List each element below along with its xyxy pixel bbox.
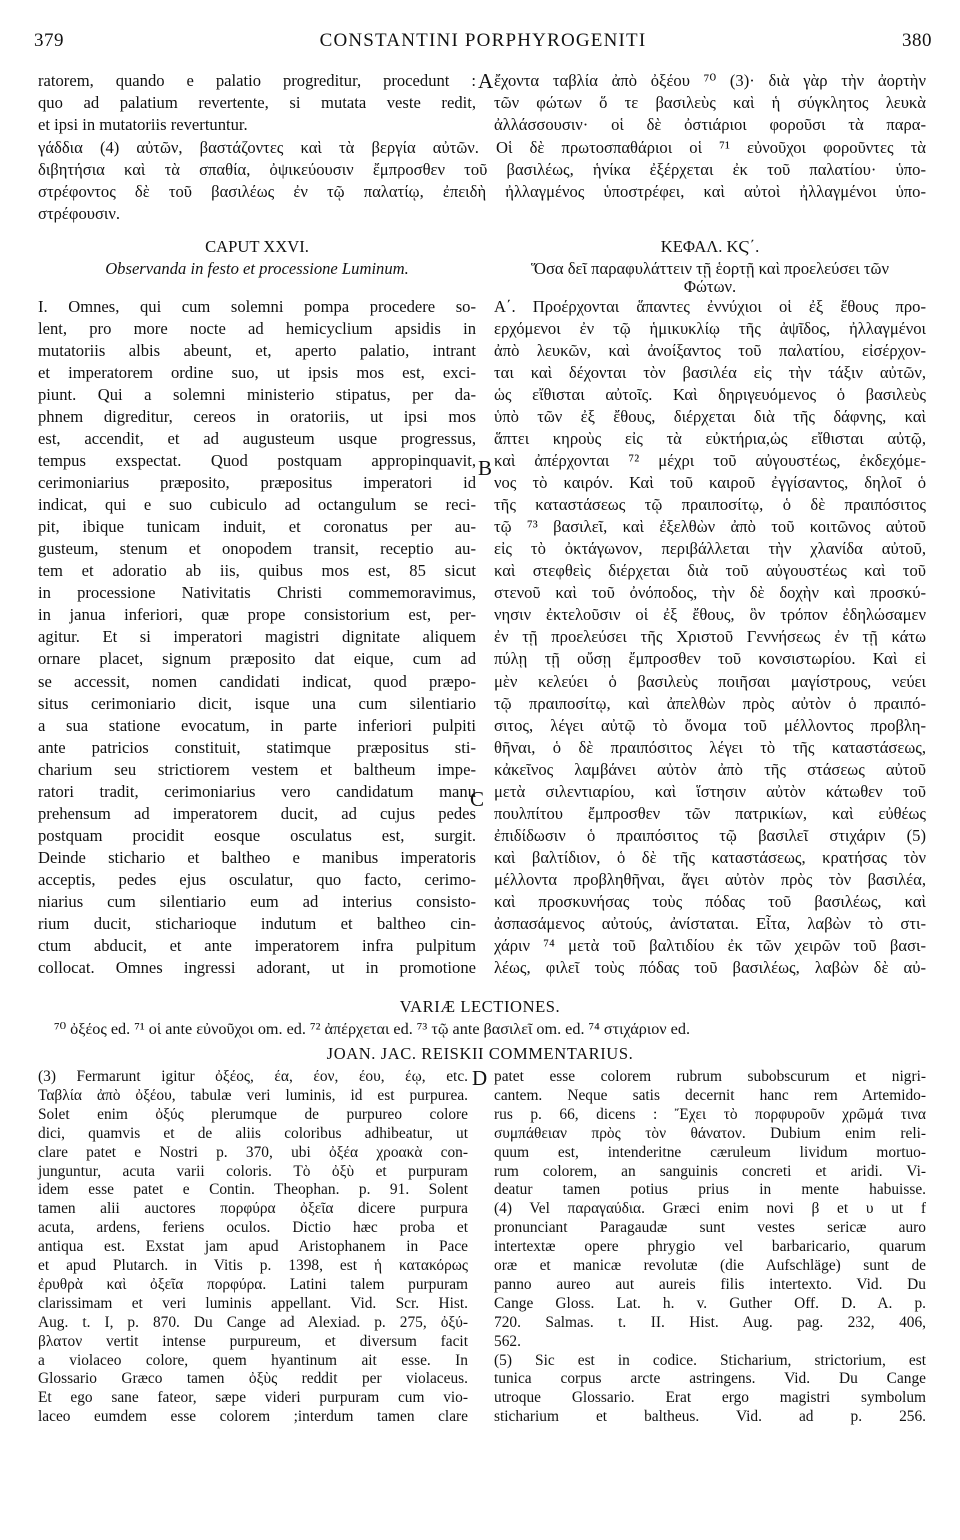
greek-body-line: μετὰ σιλεντιαρίου, καὶ ἵστησιν αὐτὸν κάτωθεν τοῦ (494, 781, 926, 801)
commentary-line: panno aureo aut aureis filis intertexto. Vid. Du (494, 1275, 926, 1293)
commentary-line: 720. Salmas. t. II. Hist. Aug. pag. 232, 406, (494, 1313, 926, 1331)
greek-wide-line: στρέφοντος δὲ τοῦ βασιλέως ἐν τῷ παλατίῳ, ἐπειδὴ ἠλλαγμένος ὑποστρέφει, καὶ αὐτοὶ ἠλλαγμένοι ὑπο- (38, 182, 926, 201)
latin-chapter-heading: CAPUT XXVI. (205, 237, 309, 256)
greek-body-line: κἀκεῖνος λαμβάνει αὐτὸν ἀπὸ τῆς στάσεως αὐτοῦ (494, 759, 926, 779)
commentary-line: intertextæ opere phrygio vel barbaricario, quarum (494, 1238, 926, 1256)
greek-body-line: θῆναι, ὁ δὲ πραιπόσιτος λέγει τὸ τῆς καταστάσεως, (494, 737, 926, 757)
latin-body-line: niarius cum silentiario eum ad interius consisto- (38, 891, 476, 911)
commentary-line: Cange Gloss. Lat. h. v. Guther Off. D. A. p. (494, 1294, 926, 1312)
latin-body-line: lent, pro more nocte ad hemicyclium apsidis in (38, 319, 476, 339)
commentary-line: dici, quamvis et de aliis coloribus adhibeatur, ut (38, 1124, 468, 1142)
commentary-line: (3) Fermarunt igitur ὀξέος, έα, έον, έου, έῳ, etc. (38, 1068, 468, 1085)
greek-body-line: μὲν κελεύει ὁ βασιλεὺς ποιῆσαι μαγίστρους, νεύει (494, 671, 926, 691)
greek-body-line: πουλπίτου ἔμπροσθεν τῶν πατρικίων, καὶ εὐθέως (494, 803, 926, 823)
latin-body-line: charium seu strictiorem vestem et baltheum impe- (38, 759, 476, 779)
latin-body-line: ornare placet, signum præposito dat eique, cum ad (38, 649, 476, 669)
latin-body-line: pit, ibique tunicam induit, et coronatus per au- (38, 517, 476, 537)
greek-body-line: ερχόμενοι ἐν τῷ ἡμικυκλίῳ τῆς ἀψῖδος, ἠλλαγμένοι (494, 319, 926, 339)
latin-body-line: in janua inferiori, quæ prope consistorium est, per- (38, 605, 476, 625)
latin-body-line: gusteum, stenum et onopodem transit, receptio au- (38, 539, 476, 559)
greek-wide-line: γάδδια (4) αὐτῶν, βαστάζοντες καὶ τὰ βεργία αὐτῶν. Οἱ δὲ πρωτοσπαθάριοι οἱ ⁷¹ εὐνοῦχοι φοροῦντες τὰ (38, 138, 926, 157)
greek-body-line: τῷ πραιποσίτῳ, καὶ ἀπελθὼν πρὸς αὐτὸν ὁ πραιπό- (494, 693, 926, 713)
greek-line: τῶν φώτων ὅ τε βασιλεὺς καὶ ἡ σύγκλητος λευκὰ (494, 93, 926, 112)
commentary-line: rus p. 66, dicens : Ἔχει τὸ πορφυροῦν χρῶμά τινα (494, 1105, 926, 1123)
commentary-line: rum colorem, an sanguinis concreti et aridi. Vi- (494, 1162, 926, 1180)
greek-chapter-heading: ΚΕΦΑΛ. ΚϚ΄. (660, 237, 760, 256)
latin-line: et ipsi in mutatoriis revertuntur. (38, 115, 248, 134)
commentary-line: quum est, intenderitne cæruleum lividum mortuo- (494, 1143, 926, 1161)
commentary-line: Ταβλία ἀπὸ ὀξέου, tabulæ veri luminis, id est purpurea. (38, 1086, 468, 1104)
greek-line: ἔχοντα ταβλία ἀπὸ ὀξέου ⁷⁰ (3)· διὰ γὰρ τὴν ἀορτὴν (494, 71, 926, 90)
greek-line: ἀλλάσσουσιν· οἱ δὲ ὀστιάριοι φοροῦσι τὰ παρα- (494, 115, 926, 134)
greek-body-line: στενοῦ καὶ τοῦ ὀνόποδος, τὴν δὲ δοχὴν καὶ προσκύ- (494, 583, 926, 603)
page-number-right: 380 (902, 30, 932, 51)
running-header (34, 30, 932, 60)
commentary-line: idem esse patet e Contin. Theophan. p. 91. Solent (38, 1181, 468, 1199)
greek-wide-line: διβητήσια καὶ τὰ σπαθία, ὀψικεύουσιν ἔμπροσθεν τοῦ βασιλέως, ἡνίκα ἐξέρχεται ἐκ τοῦ παλατίου· ὑπο- (38, 160, 926, 179)
greek-chapter-title: Φώτων. (683, 277, 737, 296)
greek-body-line: σιτος, λέγει αὐτῷ τὸ ὄνομα τοῦ μέλλοντος προβλη- (494, 715, 926, 735)
latin-body-line: ante patricios constituit, statimque præpositus sti- (38, 737, 476, 757)
greek-body-line: καὶ προσκυνήσας τοὺς πόδας τοῦ βασιλέως, καὶ (494, 891, 926, 911)
latin-line: ratorem, quando e palatio progreditur, procedunt : (38, 71, 476, 90)
latin-body-line: mutatoriis albis abeunt, et, aperto palatio, intrant (38, 341, 476, 361)
latin-chapter-title: Observanda in festo et processione Luminum. (105, 259, 409, 278)
latin-body-line: acceptis, pedes ejus osculatur, quo facto, cerimo- (38, 869, 476, 889)
commentary-line: βλατον vertit intense purpureum, et diversum facit (38, 1332, 468, 1350)
commentary-line: patet esse colorem rubrum subobscurum et nigri- (494, 1068, 926, 1085)
greek-body-line: μέλλοντα προβληθῆναι, ἄγει αὐτὸν πρὸς τὸν βασιλέα, (494, 869, 926, 889)
greek-body-line: λέως, φιλεῖ τοὺς πόδας τοῦ βασιλέως, λαβὼν δὲ αὐ- (494, 957, 926, 977)
greek-body-line: καὶ ἀπέρχονται ⁷² μέχρι τοῦ αὐγουστέως, ἐκδεχόμε- (494, 451, 926, 471)
margin-marker-d: D (472, 1066, 488, 1090)
commentary-line: acuta, ardens, feriens oculos. Dictio hæc proba et (38, 1219, 468, 1237)
running-title: CONSTANTINI PORPHYROGENITI (319, 30, 647, 51)
greek-body-line: ὑπὸ τῶν ἐξ ἔθους, διέρχεται διὰ τῆς δάφνης, καὶ (494, 407, 926, 427)
commentary-line: a violaceo colore, quem hyantinum ait esse. In (38, 1351, 468, 1369)
greek-body-line: νος τὸ καιρόν. Καὶ τοῦ καιροῦ ἐγγίσαντος, δηλοῖ ὁ (494, 473, 926, 493)
commentary-heading: JOAN. JAC. REISKII COMMENTARIUS. (326, 1044, 634, 1063)
margin-marker-b: B (478, 456, 493, 480)
greek-body-line: τῷ ⁷³ βασιλεῖ, καὶ ἐξελθὼν ἀπὸ τοῦ κοιτῶνος αὐτοῦ (494, 517, 926, 537)
commentary-line: ἐρυθρὰ καὶ ὀξεῖα πορφύρα. Latini talem purpuram (38, 1275, 468, 1293)
latin-body-line: postquam procidit eosque osculatus est, surgit. (38, 825, 476, 845)
latin-body-line: se accessit, nomen candidati indicat, quod præpo- (38, 671, 476, 691)
commentary-line: et apud Plutarch. in Vitis p. 1398, est ἡ κατακόρως (38, 1257, 468, 1274)
commentary-line: laceo eumdem esse colorem ;interdum tamen clare (38, 1408, 468, 1426)
greek-body-line: καὶ βαλτίδιον, ὁ δὲ τῆς καταστάσεως, κρατήσας τὸν (494, 847, 926, 867)
latin-body-line: in processione Nativitatis Christi commemoravimus, (38, 583, 476, 603)
commentary-line: clare patet e Nostri p. 370, ubi ὀξέα χροακὰ con- (38, 1143, 468, 1161)
latin-body-line: est, accendit, et ad augusteum usque progressus, (38, 429, 476, 449)
latin-body-line: a sua statione evocatum, in parte inferiori pulpiti (38, 715, 476, 735)
commentary-line: utroque Glossario. Erat ergo magistri symbolum (494, 1389, 926, 1407)
greek-body-line: ἀσπασάμενος αὐτούς, ἀνίσταται. Εἶτα, λαβὼν τὸ στι- (494, 913, 926, 933)
variae-heading: VARIÆ LECTIONES. (399, 997, 561, 1016)
latin-body-line: I. Omnes, qui cum solemni pompa procedere so- (38, 297, 476, 316)
latin-body-line: prehensum ad imperatorem ducit, ad cujus pedes (38, 803, 476, 823)
latin-body-line: cerimoniarius præposito, præpositus imperatori id (38, 473, 476, 493)
greek-body-line: Α΄. Προέρχονται ἅπαντες ἐννύχιοι οἱ ἐξ ἔθους προ- (494, 297, 926, 316)
latin-body-line: ctum abducit, et ante imperatorem infra pulpitum (38, 935, 476, 955)
greek-body-line: ἅπτει κηροὺς εἰς τὰ εὐκτήρια,ὡς εἴθισται αὐτῷ, (494, 429, 926, 449)
greek-body-line: τῆς καταστάσεως τῷ πραιποσίτῳ, ὁ δὲ πραιπόσιτος (494, 495, 926, 515)
margin-marker-c: C (470, 787, 485, 811)
latin-body-line: ratori tradit, cerimoniarius vero candidatum manu (38, 781, 476, 801)
commentary-line: oræ et manicæ revolutæ (die Aufschläge) sunt de (494, 1257, 926, 1274)
commentary-line: (5) Sic est in codice. Sticharium, strictorium, est (494, 1351, 926, 1369)
commentary-line: clarissimam et veri luminis appellant. Vid. Scr. Hist. (38, 1294, 468, 1312)
latin-body-line: phnem digreditur, cereos in oratoriis, ut ipsi mos (38, 407, 476, 427)
latin-body-line: piunt. Qui a solemni ministerio stipatus, per da- (38, 385, 476, 405)
commentary-line: cantem. Neque satis decernit hanc rem Artemido- (494, 1086, 926, 1104)
latin-body-line: collocat. Omnes ingressi adorant, ut in promotione (38, 957, 476, 977)
commentary-line: Glossario Græco tamen ὀξὺς reddit per violaceus. (38, 1370, 468, 1388)
commentary-line: tamen alii auctores πορφύρα ὀξεῖα dicere purpura (38, 1200, 468, 1218)
commentary-line: Solet enim ὀξύς plerumque de purpureo colore (38, 1105, 468, 1123)
greek-body-line: καὶ στεφθεὶς διέρχεται διὰ τοῦ αὐγουστέως καὶ τοῦ (494, 561, 926, 581)
greek-body-line: ἀπὸ λευκῶν, καὶ ἀνοίξαντος τοῦ παλατίου, εἰσέρχον- (494, 341, 926, 361)
greek-body-line: εἰς τὸ ὀκτάγωνον, περιβάλλεται τὴν χλανίδα αὐτοῦ, (494, 539, 926, 559)
latin-body-line: tem et adoratio ab iis, quibus mos est, 85 sicut (38, 561, 476, 581)
commentary-line: antiqua est. Exstat jam apud Aristophanem in Pace (38, 1238, 468, 1256)
commentary-line: pronunciant Paragaudæ sunt vestes sericæ auro (494, 1219, 926, 1237)
latin-body-line: situs cerimoniario dicit, isque una cum silentiario (38, 693, 476, 713)
greek-body-line: ἐπιδίδωσιν ὁ πραιπόσιτος τῷ βασιλεῖ στιχάριν (5) (494, 825, 926, 845)
commentary-line: tunica corpus arcte astringens. Vid. Du Cange (494, 1370, 926, 1388)
greek-body-line: πύλῃ τῇ οὔσῃ ἔμπροσθεν τοῦ κονσιστωρίου. Καὶ εἰ (494, 649, 926, 669)
commentary-line: 562. (494, 1332, 521, 1350)
greek-body-line: χάριν ⁷⁴ μετὰ τοῦ βαλτιδίου ἐκ τῶν χειρῶν τοῦ βασι- (494, 935, 926, 955)
commentary-line: Aug. t. I, p. 870. Du Cange ad Alexiad. p. 275, ὀξύ- (38, 1313, 468, 1331)
latin-body-line: rium ducit, sticharioque indutum et baltheo cin- (38, 913, 476, 933)
greek-body-line: ἐν τῇ προελεύσει τῆς Χριστοῦ Γεννήσεως ἐν τῇ κάτω (494, 627, 926, 647)
greek-chapter-title: Ὅσα δεῖ παραφυλάττειν τῇ ἑορτῇ καὶ προελεύσει τῶν (531, 259, 889, 278)
latin-body-line: Deinde stichario et baltheo e manibus imperatoris (38, 847, 476, 867)
latin-body-line: indicat, qui e suo cubiculo ad octangulum se reci- (38, 495, 476, 515)
latin-body-line: et imperatorem ordine suo, ut ipsis mos est, exci- (38, 363, 476, 383)
greek-body-line: ὡς εἴθισται αὐτοῖς. Καὶ δηριγευόμενος ὁ βασιλεὺς (494, 385, 926, 405)
greek-body-line: ται καὶ δέχονται τὸν βασιλέα εἰς τὴν τάξιν αὐτῶν, (494, 363, 926, 383)
commentary-line: sticharium et baltheus. Vid. ad p. 256. (494, 1408, 926, 1426)
latin-body-line: agitur. Et si imperatori magistri dignitate aliquem (38, 627, 476, 647)
commentary-line: junguntur, acuta varii coloris. Τὸ ὀξὺ et purpuram (38, 1162, 468, 1180)
latin-body-line: tempus exspectat. Quod postquam appropinquavit, (38, 451, 476, 471)
commentary-line: (4) Vel παραγαύδια. Græci enim novi β et υ ut f (494, 1200, 926, 1218)
variae-lectiones-line: ⁷⁰ ὀξέος ed. ⁷¹ οἱ ante εὐνοῦχοι om. ed. ⁷² ἀπέρχεται ed. ⁷³ τῷ ante βασιλεῖ om. ed. ⁷⁴ στιχάριον ed. (54, 1020, 690, 1038)
greek-wide-line: στρέφουσιν. (38, 204, 121, 223)
commentary-line: συμπάθειαν πρὸς τὸν θάνατον. Dubium enim reli- (494, 1124, 926, 1142)
greek-body-line: νησιν ἐκτελοῦσιν οἱ ἐξ ἔθους, ὃν τρόπον ἐδηλώσαμεν (494, 605, 926, 625)
margin-marker-a: A (478, 69, 494, 93)
commentary-line: Et ego sane fateor, sæpe videri purpuram cum vio- (38, 1389, 468, 1407)
commentary-line: deatur tamen potius prius in mente habuisse. (494, 1181, 926, 1199)
latin-line: quo ad palatium revertente, si mutata veste redit, (38, 93, 476, 112)
page-number-left: 379 (34, 30, 64, 51)
